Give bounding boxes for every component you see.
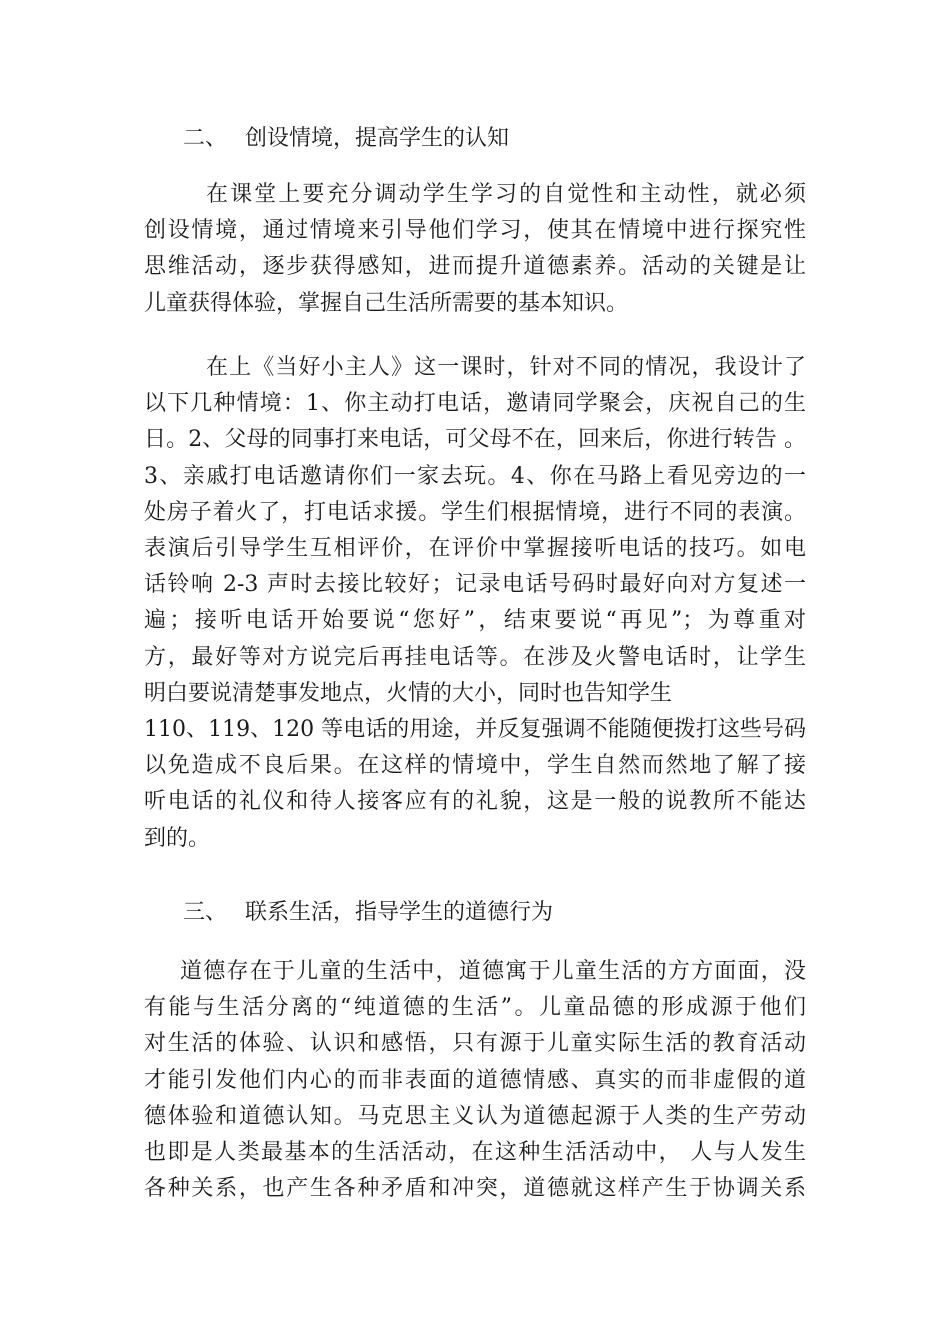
paragraph-line: 儿童获得体验，掌握自己生活所需要的基本知识。 — [144, 290, 629, 316]
paragraph-line: 在课堂上要充分调动学生学习的自觉性和主动性，就必须 — [206, 182, 806, 207]
paragraph-1 — [144, 177, 806, 322]
paragraph-line: 表演后引导学生互相评价，在评价中掌握接听电话的技巧。如电 — [144, 536, 806, 562]
paragraph-line: 道德存在于儿童的生活中，道德寓于儿童生活的方方面面，没 — [180, 959, 806, 984]
paragraph-line: 在上《当好小主人》这一课时，针对不同的情况，我设计了 — [206, 355, 806, 380]
paragraph-line: 处房子着火了，打电话求援。学生们根据情境，进行不同的表演。 — [144, 499, 806, 525]
paragraph-line: 3、亲戚打电话邀请你们一家去玩。4、你在马路上看见旁边的一 — [144, 463, 806, 489]
section-title: 创设情境，提高学生的认知 — [245, 126, 510, 151]
section-heading-2 — [183, 124, 509, 154]
paragraph-line: 话铃响 2-3 声时去接比较好；记录电话号码时最好向对方复述一 — [144, 572, 806, 598]
paragraph-line: 遍；接听电话开始要说“您好”，结束要说“再见”；为尊重对 — [144, 608, 806, 634]
paragraph-3 — [144, 954, 806, 1207]
section-title: 联系生活，指导学生的道德行为 — [245, 900, 554, 925]
paragraph-line: 思维活动，逐步获得感知，进而提升道德素养。活动的关键是让 — [144, 254, 806, 280]
paragraph-line: 方，最好等对方说完后再挂电话等。在涉及火警电话时，让学生 — [144, 644, 806, 670]
section-number: 三、 — [183, 900, 228, 925]
paragraph-line: 日。2、父母的同事打来电话，可父母不在，回来后，你进行转告 。 — [144, 427, 806, 453]
section-number: 二、 — [183, 126, 228, 151]
paragraph-line: 对生活的体验、认识和感悟，只有源于儿童实际生活的教育活动 — [144, 1031, 806, 1057]
section-heading-3 — [183, 898, 553, 928]
paragraph-line: 以下几种情境：1、你主动打电话，邀请同学聚会，庆祝自己的生 — [144, 391, 806, 417]
paragraph-line: 听电话的礼仪和待人接客应有的礼貌，这是一般的说教所不能达 — [144, 789, 806, 815]
paragraph-line: 明白要说清楚事发地点，火情的大小，同时也告知学生 — [144, 680, 673, 706]
paragraph-line: 德体验和道德认知。马克思主义认为道德起源于人类的生产劳动 — [144, 1103, 806, 1129]
paragraph-line: 才能引发他们内心的而非表面的道德情感、真实的而非虚假的道 — [144, 1067, 806, 1093]
paragraph-2 — [144, 350, 806, 857]
paragraph-line: 110、119、120 等电话的用途，并反复强调不能随便拨打这些号码 — [144, 717, 806, 743]
paragraph-line: 以免造成不良后果。在这样的情境中，学生自然而然地了解了接 — [144, 753, 806, 779]
paragraph-line: 各种关系，也产生各种矛盾和冲突，道德就这样产生于协调关系 — [144, 1176, 806, 1202]
paragraph-line: 也即是人类最基本的生活活动，在这种生活活动中， 人与人发生 — [144, 1140, 806, 1166]
paragraph-line: 到的。 — [144, 825, 211, 851]
paragraph-line: 创设情境，通过情境来引导他们学习，使其在情境中进行探究性 — [144, 218, 806, 244]
paragraph-line: 有能与生活分离的“纯道德的生活”。儿童品德的形成源于他们 — [144, 995, 806, 1021]
